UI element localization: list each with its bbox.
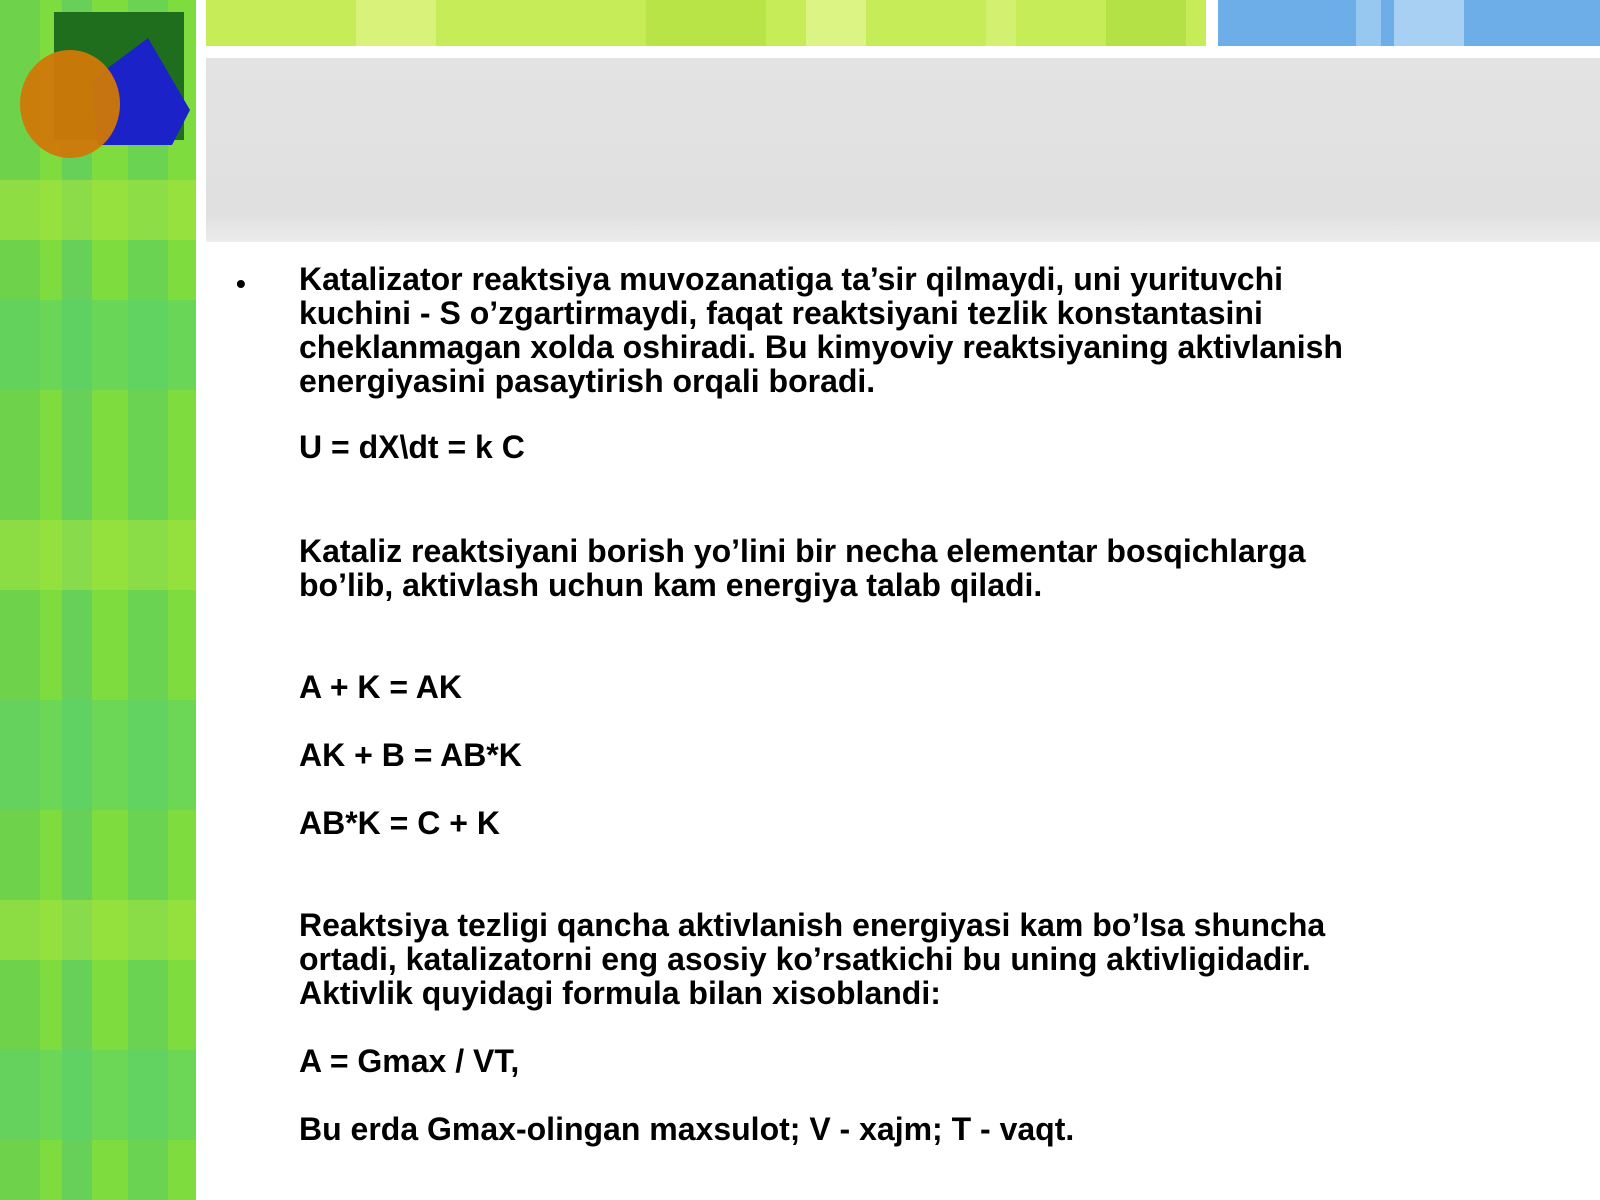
band-stripe [0, 700, 196, 810]
paragraph-catalysis-steps: Kataliz reaktsiyani borish yo’lini bir necha elementar bosqichlarga bo’lib, aktivlash uchun kam energiya talab qiladi. [299, 533, 1306, 603]
strip-segment [356, 0, 436, 46]
band-stripe [0, 300, 196, 390]
paragraph-definitions: Bu erda Gmax-olingan maxsulot; V - xajm; T - vaqt. [299, 1111, 1075, 1147]
strip-segment [986, 0, 1016, 46]
paragraph-activity: Reaktsiya tezligi qancha aktivlanish energiyasi kam bo’lsa shuncha ortadi, katalizatorni eng asosiy ko’rsatkichi bu uning aktivligidadir. Aktivlik quyidagi formula bilan xisoblandi: [299, 907, 1326, 1011]
top-decorative-strip [206, 0, 1600, 46]
equation-step-3: AB*K = C + K [299, 805, 500, 841]
slide-title-area [206, 58, 1600, 242]
band-stripe [0, 1050, 196, 1140]
strip-segment [1394, 0, 1464, 46]
strip-segment [646, 0, 766, 46]
logo-shapes-icon [0, 0, 200, 170]
equation-step-1: A + K = AK [299, 669, 462, 705]
left-decorative-band [0, 0, 196, 1200]
band-stripe [0, 900, 196, 960]
equation-step-2: AK + B = AB*K [299, 737, 522, 773]
band-stripe [0, 180, 196, 240]
orange-circle-shape [20, 50, 120, 158]
formula-activity: A = Gmax / VT, [299, 1043, 520, 1079]
formula-rate: U = dX\dt = k C [299, 429, 525, 465]
strip-segment [1106, 0, 1186, 46]
strip-segment [1356, 0, 1381, 46]
bullet-marker: • [236, 268, 246, 299]
band-stripe [0, 520, 196, 590]
strip-segment [806, 0, 866, 46]
paragraph-catalyst-definition: Katalizator reaktsiya muvozanatiga ta’sir qilmaydi, uni yurituvchi kuchini - S o’zgartirmaydi, faqat reaktsiyani tezlik konstantasini cheklanmagan xolda oshiradi. Bu kimyoviy reaktsiyaning aktivlanish energiyasini pasaytirish orqali boradi. [299, 261, 1343, 399]
